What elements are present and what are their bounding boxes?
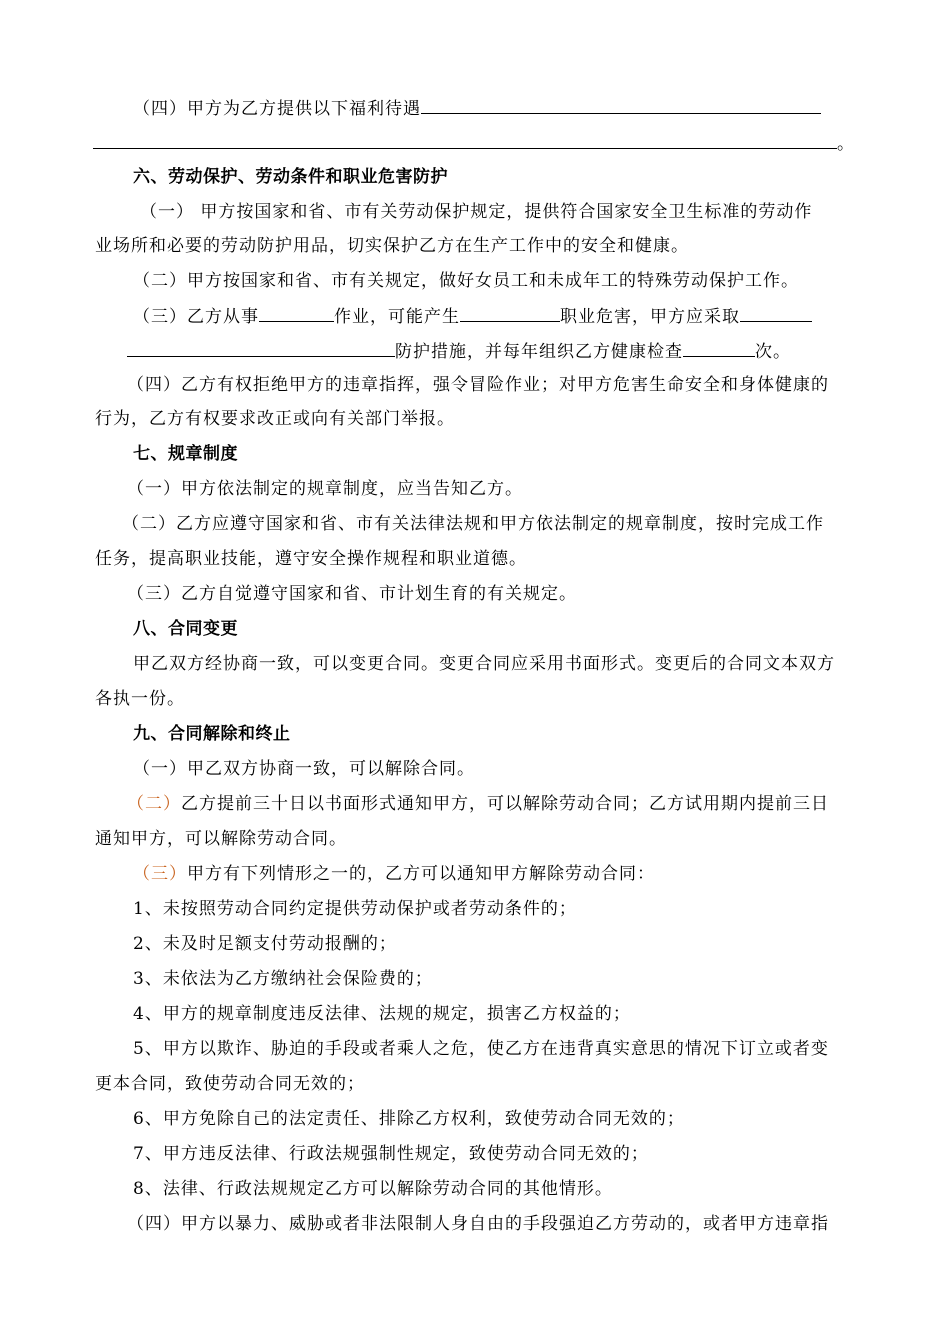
clause-6-3-continued: 防护措施，并每年组织乙方健康检查 次。 bbox=[127, 339, 887, 363]
section-6-heading: 六、劳动保护、劳动条件和职业危害防护 bbox=[133, 167, 448, 187]
measure-blank-line2 bbox=[127, 339, 395, 357]
section-8-heading: 八、合同变更 bbox=[133, 619, 238, 639]
clause-7-3: （三）乙方自觉遵守国家和省、市计划生育的有关规定。 bbox=[127, 584, 577, 604]
clause-6-2: （二）甲方按国家和省、市有关规定，做好女员工和未成年工的特殊劳动保护工作。 bbox=[133, 271, 799, 291]
welfare-blank bbox=[421, 96, 821, 114]
clause-8-continued: 各执一份。 bbox=[95, 689, 185, 709]
section-9-heading: 九、合同解除和终止 bbox=[133, 724, 291, 744]
clause-7-1: （一）甲方依法制定的规章制度，应当告知乙方。 bbox=[127, 479, 523, 499]
section-7-heading: 七、规章制度 bbox=[133, 444, 238, 464]
clause-8: 甲乙双方经协商一致，可以变更合同。变更合同应采用书面形式。变更后的合同文本双方 bbox=[133, 654, 835, 674]
list-item-7: 7、甲方违反法律、行政法规强制性规定，致使劳动合同无效的； bbox=[133, 1144, 649, 1164]
list-item-5: 5、甲方以欺诈、胁迫的手段或者乘人之危，使乙方在违背真实意思的情况下订立或者变 bbox=[133, 1039, 829, 1059]
clause-9-4: （四）甲方以暴力、威胁或者非法限制人身自由的手段强迫乙方劳动的，或者甲方违章指 bbox=[127, 1214, 829, 1234]
clause-7-2-continued: 任务，提高职业技能，遵守安全操作规程和职业道德。 bbox=[95, 549, 527, 569]
work-type-blank bbox=[259, 304, 334, 322]
clause-9-3: （三）甲方有下列情形之一的，乙方可以通知甲方解除劳动合同： bbox=[133, 864, 655, 884]
welfare-clause: （四）甲方为乙方提供以下福利待遇 bbox=[133, 96, 893, 120]
hazard-blank bbox=[460, 304, 560, 322]
clause-6-1: （一） 甲方按国家和省、市有关劳动保护规定，提供符合国家安全卫生标准的劳动作 bbox=[140, 202, 813, 222]
welfare-clause-continued: 。 bbox=[93, 131, 853, 155]
checkup-count-blank bbox=[683, 339, 755, 357]
list-item-3: 3、未依法为乙方缴纳社会保险费的； bbox=[133, 969, 433, 989]
list-item-4: 4、甲方的规章制度违反法律、法规的规定，损害乙方权益的； bbox=[133, 1004, 631, 1024]
clause-6-1-continued: 业场所和必要的劳动防护用品，切实保护乙方在生产工作中的安全和健康。 bbox=[95, 236, 689, 256]
welfare-blank-line2 bbox=[93, 131, 837, 149]
clause-9-1: （一）甲乙双方协商一致，可以解除合同。 bbox=[133, 759, 475, 779]
clause-7-2: （二）乙方应遵守国家和省、市有关法律法规和甲方依法制定的规章制度，按时完成工作 bbox=[122, 514, 824, 534]
list-item-5-continued: 更本合同，致使劳动合同无效的； bbox=[95, 1074, 365, 1094]
clause-6-4: （四）乙方有权拒绝甲方的违章指挥，强令冒险作业；对甲方危害生命安全和身体健康的 bbox=[127, 375, 829, 395]
list-item-2: 2、未及时足额支付劳动报酬的； bbox=[133, 934, 397, 954]
clause-6-4-continued: 行为，乙方有权要求改正或向有关部门举报。 bbox=[95, 409, 455, 429]
list-item-6: 6、甲方免除自己的法定责任、排除乙方权利，致使劳动合同无效的； bbox=[133, 1109, 685, 1129]
list-item-1: 1、未按照劳动合同约定提供劳动保护或者劳动条件的； bbox=[133, 899, 577, 919]
list-item-8: 8、法律、行政法规规定乙方可以解除劳动合同的其他情形。 bbox=[133, 1179, 613, 1199]
clause-9-2-continued: 通知甲方，可以解除劳动合同。 bbox=[95, 829, 347, 849]
clause-9-2: （二）乙方提前三十日以书面形式通知甲方，可以解除劳动合同；乙方试用期内提前三日 bbox=[127, 794, 829, 814]
measure-blank bbox=[740, 304, 812, 322]
clause-6-3: （三）乙方从事 作业，可能产生 职业危害，甲方应采取 bbox=[133, 304, 893, 328]
